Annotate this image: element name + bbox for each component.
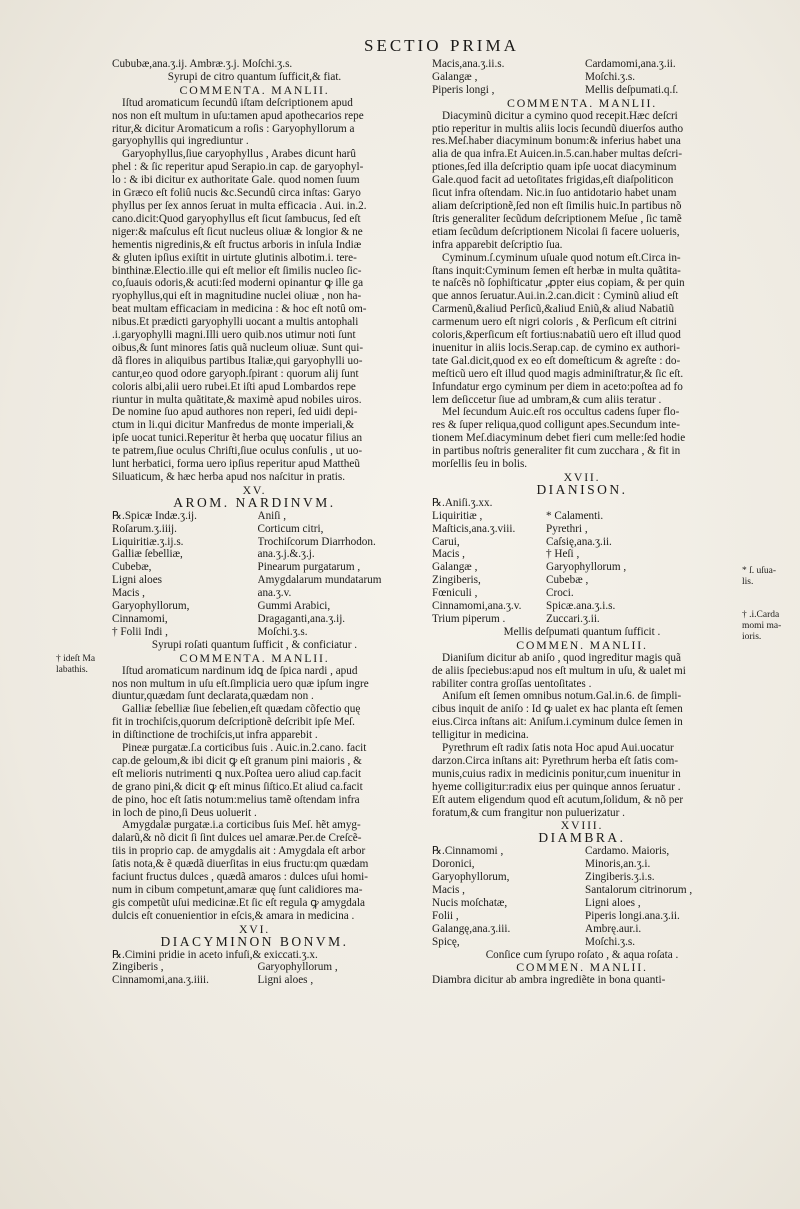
text-line: Conſice cum ſyrupo roſato , & aqua roſata . — [485, 948, 679, 961]
text-line: Diambra dicitur ab ambra ingrediẽte in bona quanti- — [432, 974, 666, 987]
recipe-ingredient — [650, 561, 732, 574]
margin-note-right-1 — [742, 566, 776, 588]
text-line: meſticũ uero eſt illud quod magis adminiſtratur,& ſic eſt. — [432, 367, 684, 380]
recipe-ingredient: Galangæ , — [432, 561, 478, 574]
text-line: rabiliter contra groſſas uentoſitates . — [432, 677, 592, 690]
recipe-ingredient: Garyophyllorum , — [257, 961, 338, 974]
text-line: eſt melioris nutrimenti ꝗ nux.Poſtea uero aliud cap.facit — [112, 767, 362, 780]
text-line: COMMENTA. MANLII. — [179, 651, 330, 665]
text-line: cantur,eo quod odore garyoph.ſpirant : quorum alij ſunt — [112, 367, 359, 380]
recipe-ingredient: Ambrę.aur.i. — [585, 922, 642, 935]
text-line: dulcis eſt conuenientior in eſcis,& amara in medicina . — [112, 909, 355, 922]
text-line: ℞.Cimini pridie in aceto infuſi,& exiccati.ʒ.x. — [112, 948, 318, 961]
text-line: Amygdalæ purgatæ.i.a corticibus ſuis Meſ. hẽt amyg- — [122, 819, 361, 832]
right-column — [432, 58, 732, 987]
text-line: Pineæ purgatæ.ſ.a corticibus ſuis . Auic.in.2.cano. facit — [122, 742, 367, 755]
text-line: Dianiſum dicitur ab aniſo , quod ingreditur magis quã — [442, 651, 681, 664]
text-line: Eſt autem eligendum quod eſt acutum,ſolidum, & nõ per — [432, 793, 684, 806]
running-head-right: PRIMA — [450, 36, 519, 55]
text-line: eius.Circa inſtans ait: Aniſum.i.cyminum dulce ſemen in — [432, 716, 683, 729]
recipe-ingredient: Amygdalarum mundatarum — [257, 574, 382, 587]
text-line: & gluten ipſius exiſtit in uirtute glutinis albotim.i. tere- — [112, 251, 357, 264]
text-line: Gale.quod facit ad uetoſitates frigidas,eſt diaſpoliticon — [432, 174, 674, 187]
text-line: Diacyminũ dicitur a cymino quod recepit.Hæc deſcri — [442, 109, 678, 122]
text-line: riuntur in multa quãtitate,& maximè apud nobiles uiros. — [112, 393, 362, 406]
recipe-ingredient: Galangæ , — [432, 70, 478, 83]
recipe-ingredient: Roſarum.ʒ.iiij. — [112, 522, 177, 535]
text-line: dã flores in aliquibus partibus Italiæ,qui garyophylli uo- — [112, 354, 363, 367]
text-line: DIACYMINON BONVM. — [160, 935, 349, 949]
text-line: ſtans inquit:Cyminum ſemen eſt herbæ in multa quãtita- — [432, 264, 681, 277]
text-line: DIAMBRA. — [538, 832, 626, 846]
recipe-ingredient: Folii , — [432, 909, 459, 922]
text-line: niger:& maſculus eſt ſicut nucleus oliuæ & longior & ne — [112, 225, 363, 238]
text-line: foratum,& cum frangitur non puluerizatur . — [432, 806, 625, 819]
text-line: .i.garyophylli magni.Illi uero quib.nos utimur noti ſunt — [112, 329, 356, 342]
recipe-ingredient: ana.ʒ.j.&.ʒ.j. — [257, 548, 315, 561]
text-line: Mellis deſpumati quantum ſufficit . — [503, 625, 661, 638]
recipe-ingredient: Piperis longi.ana.ʒ.ii. — [585, 909, 680, 922]
recipe-ingredient: Caſsię,ana.ʒ.ii. — [546, 535, 612, 548]
text-line: munis,cuius radix in medicinis ponitur,cum inuenitur in — [432, 767, 681, 780]
recipe-ingredient — [650, 510, 732, 523]
left-column — [112, 58, 397, 987]
text-line: alia de qua infra.Et Auicen.in.5.can.haber multas deſcri- — [432, 148, 683, 161]
text-line: Garyophyllus,ſiue caryophyllus , Arabes dicunt harû — [122, 148, 356, 161]
text-line: XV. — [242, 483, 267, 497]
text-line: infra apparebit deſcriptio ſua. — [432, 238, 563, 251]
recipe-ingredient: Spicę, — [432, 935, 460, 948]
recipe-ingredient: Trium piperum . — [432, 612, 506, 625]
text-line: fit in trochiſcis,quorum deſcriptionẽ deſcribit ipſe Meſ. — [112, 716, 355, 729]
text-line: de grano pini,& dicit ꝙ eſt minus ſiſtico.Et aliud ca.facit — [112, 780, 363, 793]
text-line: Aniſum eſt ſemen omnibus notum.Gal.in.6. de ſimpli- — [442, 690, 682, 703]
text-line: ptiones,ſed illa deſcriptio quam ipſe uocat diacyminum — [432, 161, 677, 174]
text-line: ſicut infra oſtendam. Nic.in ſuo antidotario habet unam — [432, 187, 677, 200]
text-line: ritur,& dicitur Aromaticum a roſis : Garyophyllorum a — [112, 122, 355, 135]
text-line: Iſtud aromaticum nardinum idꝗ de ſpica nardi , apud — [122, 664, 358, 677]
recipe-ingredient: Macis , — [112, 587, 145, 600]
text-line: nibus.Et prædicti garyophylli uocant a multis antophali — [112, 316, 359, 329]
text-line: Syrupi roſati quantum ſufficit , & conficiatur . — [151, 638, 358, 651]
recipe-ingredient: Aniſi , — [257, 509, 287, 522]
recipe-ingredient: ℞.Spicæ Indæ.ʒ.ij. — [112, 509, 197, 522]
recipe-ingredient — [546, 497, 644, 510]
recipe-ingredient: Moſchi.ʒ.s. — [585, 70, 636, 83]
recipe-ingredient — [650, 536, 732, 549]
text-line: COMMENTA. MANLII. — [507, 96, 657, 110]
recipe-ingredient: Trochiſcorum Diarrhodon. — [257, 535, 376, 548]
text-line: garyophyllis qui ingrediuntur . — [112, 135, 249, 148]
running-head-left: SECTIO — [364, 36, 442, 55]
recipe-ingredient: Macis , — [432, 884, 465, 896]
recipe-ingredient: Liquiritiæ.ʒ.ij.s. — [112, 535, 184, 548]
text-line: XVI. — [238, 922, 271, 936]
text-line: Infundatur ergo cyminum per diem in aceto:poſtea ad fo — [432, 380, 683, 393]
margin-note-right-2 — [742, 610, 781, 643]
recipe-ingredient: Macis , — [432, 548, 465, 561]
recipe-ingredient: Zingiberis , — [112, 961, 164, 974]
text-line: co,ſuauis odoris,& acuti:ſed moderni opinantur ꝙ ille ga — [112, 277, 364, 290]
text-line: lem deſiccetur ſiue ad umbram,& cum aliis teratur . — [432, 393, 662, 406]
text-line: nos non multum in uſu eſt.ſimplicia uero quæ ipſum ingre — [112, 677, 369, 690]
recipe-ingredient: Cinnamomi,ana.ʒ.v. — [432, 600, 522, 613]
recipe-diacyminon — [112, 961, 397, 987]
text-line: Cububæ,ana.ʒ.ij. Ambræ.ʒ.j. Moſchi.ʒ.s. — [112, 58, 293, 70]
recipe-ingredient: Cardamomi,ana.ʒ.ii. — [585, 58, 676, 70]
text-line: num in cibum competunt,amaræ quę ſunt calidiores ma- — [112, 884, 363, 896]
recipe-ingredient: ℞.Cinnamomi , — [432, 845, 504, 858]
text-line: Carmenũ,&aliud Perſicũ,&aliud Eniũ,& aliud Nabatiũ — [432, 303, 675, 316]
text-line: lunt herbatici, forma uero ipſius reperitur apud Mattheũ — [112, 458, 360, 471]
recipe-dianison — [432, 497, 732, 626]
text-line: que annos ſeruatur.Aui.in.2.can.dicit : Cyminũ aliud eſt — [432, 290, 679, 303]
text-line: tiis in proprio cap. de amygdalis ait : Amygdala eſt arbor — [112, 845, 366, 858]
text-line: ſtris generaliter ſecũdum deſcriptionem Meſue , ſic tamẽ — [432, 212, 682, 225]
recipe-ingredient: Pyrethri , — [546, 522, 588, 535]
text-line: inuenitur in aliis locis.Serap.cap. de cymino ex authori- — [432, 341, 680, 354]
recipe-nardinum — [112, 510, 397, 639]
text-line: COMMENTA. MANLII. — [179, 83, 330, 97]
text-line: telligitur in medicina. — [432, 729, 529, 742]
recipe-ingredient: Zingiberis.ʒ.i.s. — [585, 871, 655, 884]
recipe-ingredient — [650, 600, 732, 613]
margin-note-text: † ideſt Ma labathis. — [56, 654, 96, 675]
recipe-ingredient: Corticum citri, — [257, 522, 324, 535]
recipe-ingredient: Cubebæ, — [112, 561, 152, 574]
text-line: hementis nigredinis,& eſt fructus arboris in inſula Indiæ — [112, 238, 362, 251]
recipe-ingredient: Carui, — [432, 535, 460, 548]
text-line: cibus inquit de aniſo : Id ꝙ ualet ex hac planta eſt ſemen — [432, 703, 683, 716]
text-line: Mel ſecundum Auic.eſt ros occultus cadens ſuper flo- — [442, 406, 680, 419]
text-line: cap.de geloum,& ibi dicit ꝙ eſt granum pini maioris , & — [112, 754, 362, 767]
recipe-ingredient: Santalorum citrinorum , — [585, 884, 693, 896]
text-line: cano.dicit:Quod garyophyllus eſt ſicut ſambucus, ſed eſt — [112, 212, 361, 225]
recipe-ingredient: Cinnamomi, — [112, 612, 168, 625]
text-line: Galliæ ſebelliæ ſiue ſebelien,eſt quædam cõfectio quę — [122, 703, 361, 716]
text-line: etiam ſecũdum deſcriptionem Nicolai ſi facere uolueris, — [432, 225, 680, 238]
margin-note-left — [56, 654, 95, 676]
text-line: tate Gal.dicit,quod ex eo eſt domeſticum & agreſte : do- — [432, 354, 681, 367]
recipe-ingredient: Cinnamomi,ana.ʒ.iiii. — [112, 974, 209, 987]
text-line: de aliis ſpeciebus:apud nos eſt multum in uſu, & ualet mi — [432, 664, 686, 677]
recipe-ingredient: Cubebæ , — [546, 574, 589, 587]
left-text-block-2 — [112, 639, 397, 962]
recipe-ingredient: † Folii Indi , — [112, 625, 168, 638]
text-line: ſatis nota,& ẽ quædã diuerſitas in eius fructu:qm quædam — [112, 858, 369, 871]
text-line: coloris,&perſicum eſt fortius:nabatiũ uero eſt illud quod — [432, 329, 681, 342]
text-line: beat multam efficaciam in medicina : & hoc eſt notû om- — [112, 303, 367, 316]
text-line: binthinæ.Electio.ille qui eſt melior eſt ſimilis nucleo ſic- — [112, 264, 362, 277]
right-text-block-3 — [432, 949, 732, 988]
text-line: Iſtud aromaticum ſecundû iſtam deſcriptionem apud — [122, 96, 353, 109]
text-line: ipſe uocat tunici.Reperitur ẽt herba quę uocatur filius an — [112, 432, 363, 445]
recipe-ingredient: Liquiritiæ , — [432, 509, 483, 522]
text-line: ptio reperitur in multis aliis locis ſecundũ diuerſos autho — [432, 122, 684, 135]
text-line: de pino, hoc eſt ſatis notum:melius tamẽ oſtendam infra — [112, 793, 360, 806]
text-line: in diſtinctione de trochiſcis,ut infra apparebit . — [112, 729, 318, 742]
text-line: aliam deſcriptionẽ,ſed non eſt ſimilis huic.In partibus nõ — [432, 199, 682, 212]
recipe-ingredient: ℞.Aniſi.ʒ.xx. — [432, 496, 493, 509]
recipe-ingredient: Maſticis,ana.ʒ.viii. — [432, 522, 516, 535]
text-line: ctum in li.qui dicitur Manfredus de monte imperiali,& — [112, 419, 355, 432]
recipe-ingredient: Moſchi.ʒ.s. — [257, 625, 308, 638]
text-line: res & ſuper reliqua,quod colligunt apes.Secundum inte- — [432, 419, 680, 432]
recipe-diacyminon-continued — [432, 58, 732, 97]
recipe-ingredient: Ligni aloes , — [585, 896, 641, 909]
left-text-block-1 — [112, 58, 397, 510]
recipe-ingredient: Garyophyllorum, — [112, 600, 190, 613]
text-line: nos non eſt multum in uſu:tamen apud apothecarios repe — [112, 109, 364, 122]
right-text-block-1 — [432, 97, 732, 497]
recipe-ingredient: Ligni aloes — [112, 574, 163, 587]
recipe-ingredient: Macis,ana.ʒ.ii.s. — [432, 58, 505, 70]
recipe-ingredient: Ligni aloes , — [257, 974, 314, 987]
text-line: gis competũt uſui medicinæ.Et ſic eſt regula ꝙ amygdala — [112, 896, 365, 909]
text-line: XVIII. — [560, 819, 604, 833]
recipe-ingredient: Pinearum purgatarum , — [257, 561, 361, 574]
recipe-ingredient: † Heſi , — [546, 548, 580, 561]
text-line: in partibus noſtris generaliter fit cum zucchara , & fit in — [432, 445, 681, 458]
text-line: diuntur,quædam ſunt declarata,quædam non . — [112, 690, 314, 703]
recipe-ingredient: Doronici, — [432, 858, 475, 871]
text-line: COMMEN. MANLII. — [516, 961, 648, 975]
text-line: in Græco eſt foliû nucis &c.Secundû circa inſtas: Garyo — [112, 187, 361, 200]
text-line: phyllus per ſex annos ſeruat in multa efficacia . Aui. in.2. — [112, 199, 367, 212]
recipe-ingredient: Zuccari.ʒ.ii. — [546, 612, 600, 625]
text-line: dalarũ,& nõ dicit ſi ſint dulces uel amaræ.Per.de Creſcẽ- — [112, 832, 362, 845]
text-line: faciunt fructus dulces , quædã amaros : dulces uſui homi- — [112, 871, 369, 884]
text-line: te patrem,ſiue oculus Chriſti,ſiue oculus conſulis , ut uo- — [112, 445, 363, 458]
text-line: phel : & ſic reperitur apud Serapio.in cap. de garyophyl- — [112, 161, 364, 174]
text-line: Syrupi de citro quantum ſufficit,& fiat. — [167, 70, 342, 83]
recipe-ingredient — [650, 613, 732, 626]
text-line: COMMEN. MANLII. — [516, 638, 648, 652]
recipe-ingredient — [650, 574, 732, 587]
recipe-ingredient: Galangę,ana.ʒ.iii. — [432, 922, 511, 935]
recipe-ingredient: Zingiberis, — [432, 574, 481, 587]
text-line: morſellis ſeu in bolis. — [432, 458, 528, 471]
text-line: oibus,& ſunt minores ſatis quã nucleum oliuæ. Sunt qui- — [112, 341, 364, 354]
recipe-ingredient: Cardamo. Maioris, — [585, 845, 670, 858]
text-line: hyeme colligitur:radix eius per quinque annos ſeruatur . — [432, 780, 681, 793]
text-line: te naſcẽs nõ ſophiſticatur ,ꝓpter eius copiam, & per quin — [432, 277, 685, 290]
right-text-block-2 — [432, 626, 732, 845]
text-line: ryophyllus,qui eſt in magnitudine nuclei oliuæ , non ha- — [112, 290, 362, 303]
recipe-ingredient: Piperis longi , — [432, 83, 495, 96]
recipe-ingredient: Spicæ.ana.ʒ.i.s. — [546, 600, 616, 613]
recipe-diambra — [432, 845, 732, 948]
recipe-ingredient: Nucis moſchatæ, — [432, 896, 508, 909]
recipe-ingredient: * Calamenti. — [546, 509, 604, 522]
text-line: in loch de pino,ſi Deus uoluerit . — [112, 806, 257, 819]
text-line: DIANISON. — [536, 483, 628, 497]
recipe-ingredient: Galliæ ſebelliæ, — [112, 548, 183, 561]
text-line: Pyrethrum eſt radix ſatis nota Hoc apud Aui.uocatur — [442, 742, 674, 755]
recipe-ingredient: Mellis deſpumati.q.ſ. — [585, 83, 679, 96]
recipe-ingredient: Gummi Arabici, — [257, 600, 331, 613]
recipe-ingredient — [650, 548, 732, 561]
recipe-ingredient: Dragaganti,ana.ʒ.ij. — [257, 612, 346, 625]
text-line: carmenum uero eſt nigri coloris , & Perſicum eſt citrini — [432, 316, 677, 329]
text-line: lo : & ibi dicitur ex authoritate Gale. quod nomen ſuum — [112, 174, 360, 187]
recipe-ingredient: Fœniculi , — [432, 587, 478, 600]
recipe-ingredient: Croci. — [546, 587, 574, 600]
recipe-ingredient: Minoris,an.ʒ.i. — [585, 858, 651, 871]
text-line: AROM. NARDINVM. — [173, 496, 336, 510]
recipe-ingredient — [650, 523, 732, 536]
text-line: tionem Meſ.diacyminum debet fieri cum melle:ſed hodie — [432, 432, 686, 445]
recipe-ingredient: Garyophyllorum, — [432, 871, 510, 884]
text-line: darzon.Circa inſtans ait: Pyrethrum herba eſt ſatis com- — [432, 754, 679, 767]
recipe-ingredient: Moſchi.ʒ.s. — [585, 935, 636, 948]
recipe-ingredient: Garyophyllorum , — [546, 561, 627, 574]
text-line: Siluaticum, & hæc herba apud nos naſcitur in pratis. — [112, 471, 346, 483]
recipe-ingredient — [650, 587, 732, 600]
text-line: res.Meſ.haber diacyminum bonum:& inferius habet una — [432, 135, 681, 148]
text-line: De nomine ſuo apud authores non reperi, ſed uidi depi- — [112, 406, 358, 419]
margin-note-text: † .i.Carda momi ma- ioris. — [742, 610, 782, 642]
recipe-ingredient — [650, 497, 732, 510]
text-line: Cyminum.ſ.cyminum uſuale quod notum eſt.Circa in- — [442, 251, 681, 264]
text-line: XVII. — [563, 471, 601, 484]
margin-note-text: * ſ. uſua- lis. — [742, 566, 777, 587]
recipe-ingredient: ana.ʒ.v. — [257, 587, 292, 600]
text-line: coloris albi,alii uero rubei.Et iſti apud Lombardos repe — [112, 380, 356, 393]
